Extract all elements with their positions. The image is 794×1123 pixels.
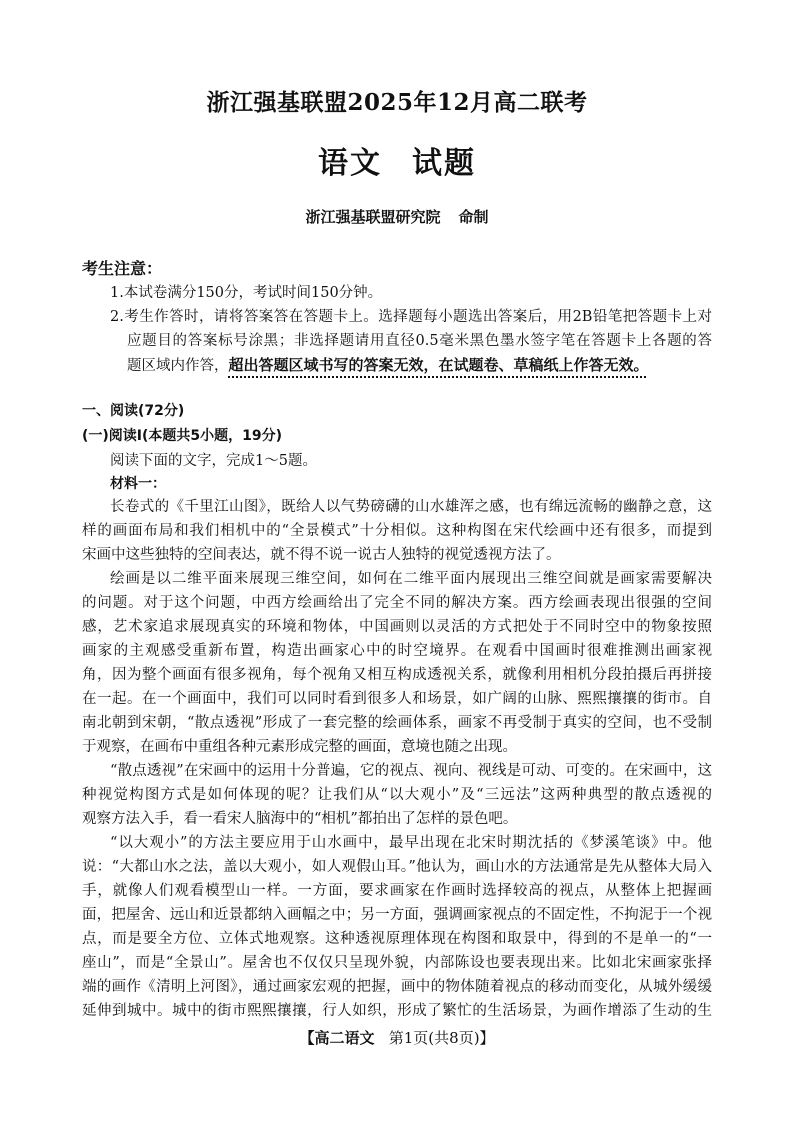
passage-line: 观察方法入手，看一看宋人脑海中的“相机”都拍出了怎样的景色吧。 xyxy=(82,811,518,827)
passage-line: 宋画中这些独特的空间表达，就不得不说一说古人独特的视觉透视方法了。 xyxy=(82,547,561,563)
maker-suffix: 命制 xyxy=(458,208,489,226)
passage-line: 延伸到城中。城中的街市熙熙攘攘，行人如织，形成了繁忙的生活场景，为画作增添了生动的生 xyxy=(82,1003,712,1019)
passage-line: 绘画是以二维平面来展现三维空间，如何在二维平面内展现出三维空间就是画家需要解决 xyxy=(110,571,712,587)
maker-line xyxy=(0,206,794,227)
section-sub-heading: (一)阅读Ⅰ(本题共5小题，19分) xyxy=(82,428,283,444)
passage-line: 点，而是要全方位、立体式地观察。这种透视原理体现在构图和取景中，得到的不是单一的“一 xyxy=(82,931,712,947)
subject-name: 语文 xyxy=(318,146,382,181)
notice-item-2-line-3 xyxy=(127,353,712,377)
notice-item-2-line-2: 应题目的答案标号涂黑；非选择题请用直径0.5毫米黑色墨水签字笔在答题卡上各题的答 xyxy=(127,333,712,349)
page-footer xyxy=(0,1027,794,1048)
passage-line: 种视觉构图方式是如何体现的呢？让我们从“以大观小”及“三远法”这两种典型的散点透视的 xyxy=(82,787,712,803)
notice-heading: 考生注意： xyxy=(82,259,163,278)
subject-suffix: 试题 xyxy=(412,146,476,181)
passage-line: 面，把屋舍、远山和近景都纳入画幅之中；另一方面，强调画家视点的不固定性，不拘泥于一个视 xyxy=(82,907,712,923)
passage-line: 画家的主观感受重新布置，构造出画家心中的时空境界。在观看中国画时很难推测出画家视 xyxy=(82,643,712,659)
passage-line: 感，艺术家追求展现真实的环境和物体，中国画则以灵活的方式把处于不同时空中的物象按照 xyxy=(82,619,712,635)
section-heading: 一、阅读(72分) xyxy=(82,403,185,419)
notice-item-2-line-1: 2.考生作答时，请将答案答在答题卡上。选择题每小题选出答案后，用2B铅笔把答题卡上对 xyxy=(110,309,712,325)
notice-item-1: 1.本试卷满分150分，考试时间150分钟。 xyxy=(110,285,383,301)
subject-title xyxy=(0,138,794,182)
passage-line: “散点透视”在宋画中的运用十分普遍，它的视点、视向、视线是可动、可变的。在宋画中，这 xyxy=(110,763,712,779)
exam-title: 浙江强基联盟2025年12月高二联考 xyxy=(206,89,588,116)
passage-line: 说：“大都山水之法，盖以大观小，如人观假山耳。”他认为，画山水的方法通常是先从整体大局入 xyxy=(82,859,712,875)
footer-label: 【高二语文 xyxy=(299,1029,375,1047)
passage-line: 端的画作《清明上河图》，通过画家宏观的把握，画中的物体随着视点的移动而变化，从城外缓缓 xyxy=(82,979,712,995)
passage-line: 样的画面布局和我们相机中的“全景模式”十分相似。这种构图在宋代绘画中还有很多，而提到 xyxy=(82,523,712,539)
material-label: 材料一： xyxy=(110,476,166,492)
instruction: 阅读下面的文字，完成1～5题。 xyxy=(110,453,317,469)
footer-page: 第1页(共8页)】 xyxy=(388,1029,495,1047)
maker-name: 浙江强基联盟研究院 xyxy=(305,208,441,226)
passage-line: 的问题。对于这个问题，中西方绘画给出了完全不同的解决方案。西方绘画表现出很强的空间 xyxy=(82,595,712,611)
passage-line: 于观察，在画布中重组各种元素形成完整的画面，意境也随之出现。 xyxy=(82,739,517,755)
passage-line: 长卷式的《千里江山图》，既给人以气势磅礴的山水雄浑之感，也有绵远流畅的幽静之意，这 xyxy=(110,499,712,515)
passage-line: 角，因为整个画面有很多视角，每个视角又相互构成透视关系，就像利用相机分段拍摄后再拼接 xyxy=(82,667,712,683)
passage-line: 手，就像人们观看模型山一样。一方面，要求画家在作画时选择较高的视点，从整体上把握画 xyxy=(82,883,712,899)
notice-emphasis-text: 超出答题区域书写的答案无效，在试题卷、草稿纸上作答无效。 xyxy=(228,356,649,374)
passage-line: 南北朝到宋朝，“散点透视”形成了一套完整的绘画体系，画家不再受制于真实的空间，也不受制 xyxy=(82,715,712,731)
passage-line: “以大观小”的方法主要应用于山水画中，最早出现在北宋时期沈括的《梦溪笔谈》中。他 xyxy=(110,835,712,851)
passage-line: 在一起。在一个画面中，我们可以同时看到很多人和场景，如广阔的山脉、熙熙攘攘的街市。自 xyxy=(82,691,712,707)
notice-plain-text: 题区域内作答， xyxy=(127,358,229,374)
passage-line: 座山”，而是“全景山”。屋舍也不仅仅只呈现外貌，内部陈设也要表现出来。比如北宋画家张择 xyxy=(82,955,712,971)
